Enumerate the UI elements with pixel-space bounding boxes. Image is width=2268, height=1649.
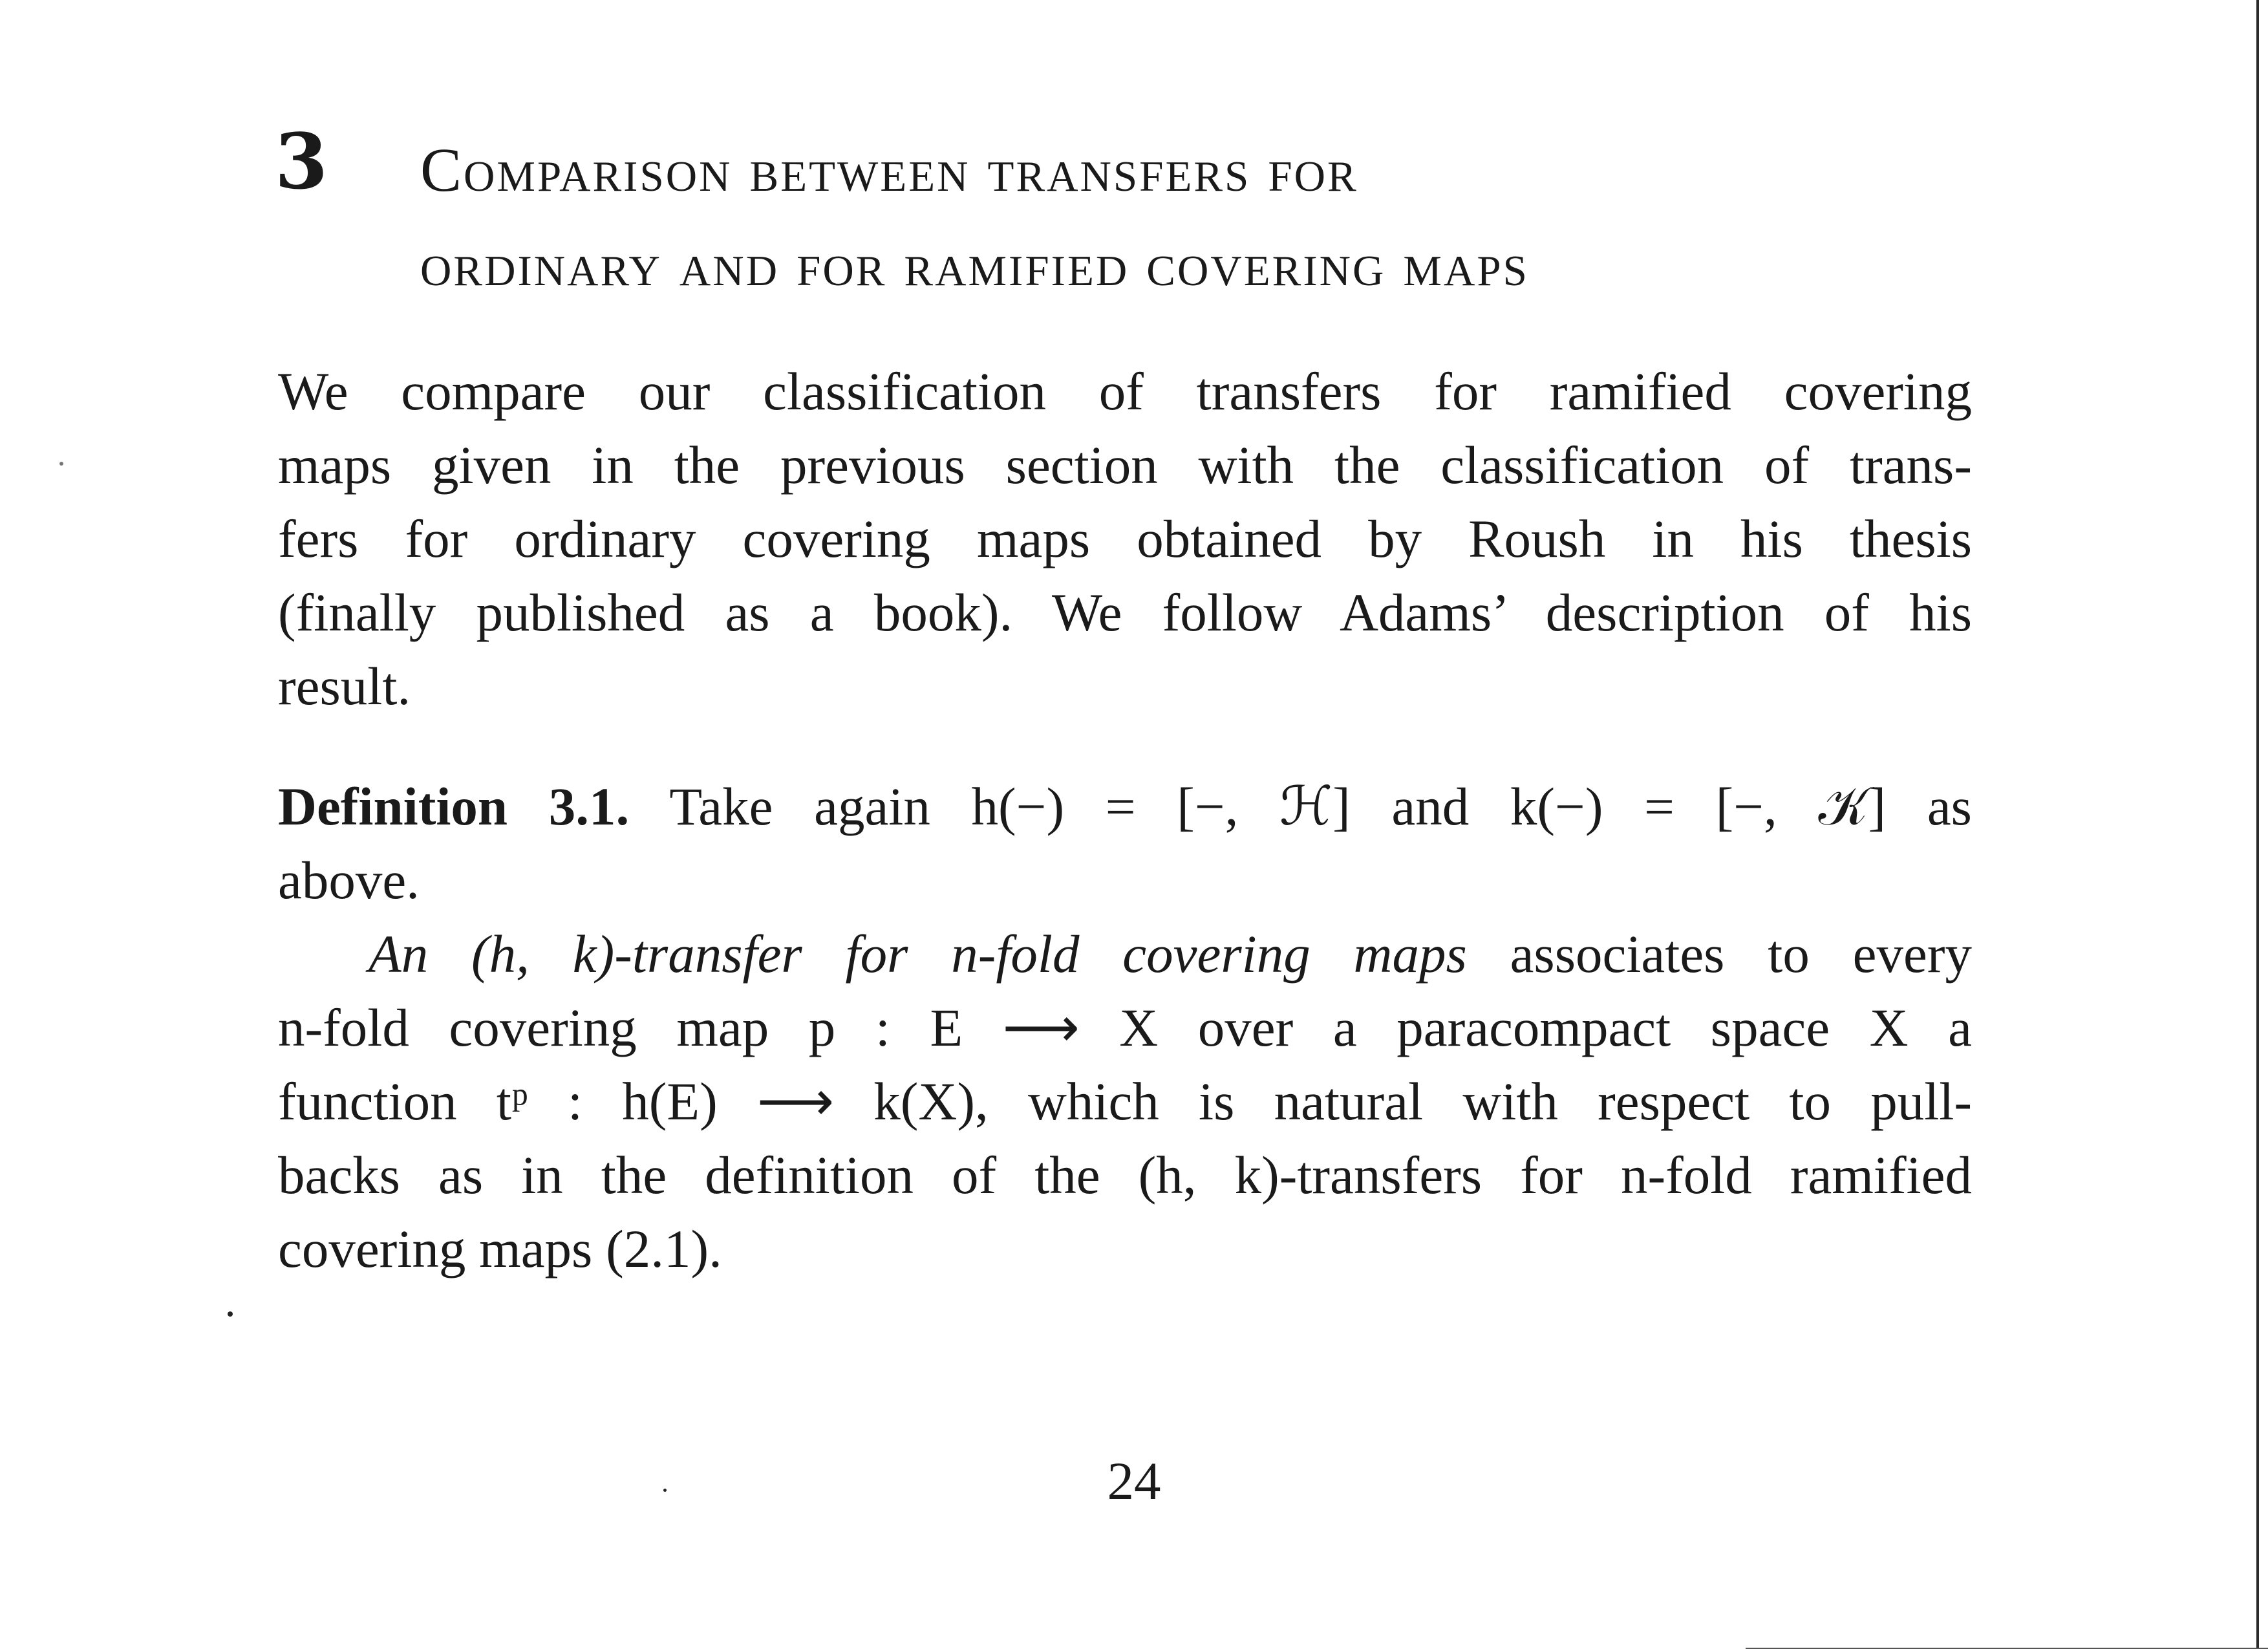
definition-body-line-1: [278, 917, 1972, 991]
scan-speck: [663, 1489, 667, 1492]
definition-heading-paragraph: [278, 770, 1972, 917]
definition-line-1-text: Take again h(−) = [−, ℋ] and k(−) = [−, 𝒦] as: [669, 777, 1972, 836]
page-number: 24: [1107, 1451, 1161, 1511]
definition-body-line-1-text: associates to every: [1510, 924, 1972, 984]
intro-line: We compare our classification of transfers for ramified covering: [278, 361, 1972, 421]
definition-body-paragraph: [278, 917, 1972, 1286]
definition-line-1: [278, 770, 1972, 843]
intro-line: fers for ordinary covering maps obtained by Roush in his thesis: [278, 509, 1972, 568]
scan-speck: [59, 462, 63, 466]
definition-label: Definition 3.1.: [278, 777, 630, 836]
section-title-line-2: ordinary and for ramified covering maps: [420, 230, 1529, 299]
definition-body-line: function tᵖ : h(E) ⟶ k(X), which is natural with respect to pull-: [278, 1072, 1972, 1131]
definition-body-line: covering maps (2.1).: [278, 1219, 722, 1278]
defined-term: An (h, k)-transfer for n-fold covering maps: [369, 924, 1467, 984]
intro-line: result.: [278, 656, 411, 716]
intro-line: (finally published as a book). We follow Adams’ description of his: [278, 583, 1972, 642]
scan-speck: [228, 1311, 233, 1317]
section-title-line-1: Comparison between transfers for: [420, 135, 1358, 204]
definition-line-2: above.: [278, 850, 420, 910]
definition-body-line: backs as in the definition of the (h, k)-transfers for n-fold ramified: [278, 1145, 1972, 1205]
definition-body-line: n-fold covering map p : E ⟶ X over a paracompact space X a: [278, 998, 1972, 1057]
intro-paragraph: [278, 354, 1972, 723]
section-title: [420, 123, 1972, 312]
intro-line: maps given in the previous section with the classification of trans-: [278, 435, 1972, 495]
scan-edge-line: [2256, 0, 2259, 1649]
section-number: 3: [275, 116, 328, 206]
